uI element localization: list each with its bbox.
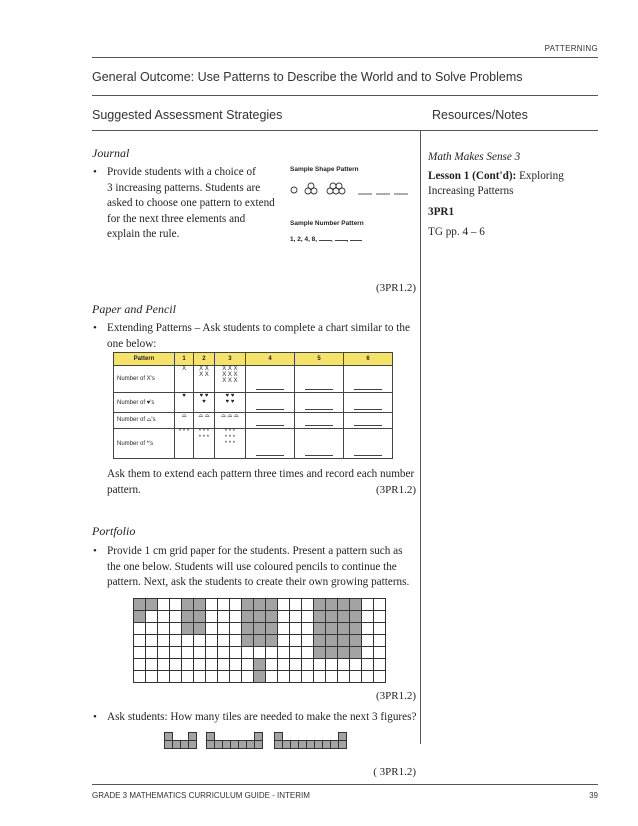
grid-cell — [302, 659, 314, 671]
grid-cell — [254, 647, 266, 659]
column-header: 1 — [175, 353, 194, 366]
resource-pages: TG pp. 4 – 6 — [428, 226, 485, 238]
grid-cell — [194, 659, 206, 671]
resource-lesson — [428, 169, 598, 185]
extend-line: Ask them to extend each pattern three times and record each number — [107, 468, 415, 480]
grid-cell — [254, 635, 266, 647]
grid-cell — [302, 671, 314, 683]
grid-cell — [146, 647, 158, 659]
grid-cell — [338, 635, 350, 647]
grid-cell — [254, 611, 266, 623]
grid-cell — [134, 671, 146, 683]
answer-cell[interactable] — [295, 429, 344, 459]
grid-cell — [374, 671, 386, 683]
header-rule — [92, 57, 598, 58]
grid-cell — [146, 623, 158, 635]
outcome-rule — [92, 95, 598, 96]
paper-pencil-heading: Paper and Pencil — [92, 302, 176, 316]
grid-cell — [278, 647, 290, 659]
grid-cell — [254, 599, 266, 611]
row-label: Number of ⌓'s — [114, 413, 175, 429]
grid-cell — [134, 659, 146, 671]
column-header: 4 — [246, 353, 295, 366]
tile-figure — [164, 732, 204, 750]
grid-cell — [350, 647, 362, 659]
grid-cell — [206, 635, 218, 647]
answer-cell[interactable] — [295, 366, 344, 393]
grid-cell — [362, 599, 374, 611]
column-divider — [420, 131, 421, 744]
pattern-cell: ⌓ ⌓ ⌓ — [214, 413, 245, 429]
grid-cell — [362, 647, 374, 659]
grid-cell — [206, 599, 218, 611]
grid-cell — [206, 659, 218, 671]
grid-cell — [350, 659, 362, 671]
grid-cell — [362, 611, 374, 623]
grid-cell — [338, 611, 350, 623]
journal-text — [107, 165, 287, 243]
right-column-heading: Resources/Notes — [432, 108, 528, 122]
grid-cell — [158, 599, 170, 611]
pattern-row — [114, 366, 393, 393]
answer-cell[interactable] — [343, 393, 392, 413]
journal-line: 3 increasing patterns. Students are — [107, 181, 261, 194]
grid-cell — [302, 611, 314, 623]
journal-line: for the next three elements and — [107, 212, 246, 225]
grid-cell — [194, 623, 206, 635]
grid-cell — [266, 623, 278, 635]
resource-book: Math Makes Sense 3 — [428, 151, 521, 163]
grid-cell — [362, 623, 374, 635]
journal-heading: Journal — [92, 146, 130, 160]
grid-cell — [206, 611, 218, 623]
grid-cell — [218, 623, 230, 635]
resource-lesson-line2: Increasing Patterns — [428, 185, 514, 197]
grid-cell — [182, 599, 194, 611]
grid-cell — [326, 647, 338, 659]
journal-line: explain the rule. — [107, 228, 180, 240]
grid-cell — [302, 623, 314, 635]
grid-cell — [230, 599, 242, 611]
grid-cell — [134, 623, 146, 635]
row-label: Number of *'s — [114, 429, 175, 459]
grid-cell — [350, 599, 362, 611]
grid-cell — [266, 671, 278, 683]
grid-cell — [146, 671, 158, 683]
grid-cell — [290, 659, 302, 671]
column-heading-rule — [92, 130, 598, 131]
answer-cell[interactable] — [246, 366, 295, 393]
pattern-cell: X — [175, 366, 194, 393]
answer-cell[interactable] — [295, 413, 344, 429]
resources-notes — [428, 150, 598, 241]
grid-cell — [206, 623, 218, 635]
grid-cell — [314, 671, 326, 683]
grid-cell — [374, 623, 386, 635]
extend-line: pattern. — [107, 483, 141, 496]
grid-cell — [374, 647, 386, 659]
section-label: PATTERNING — [544, 44, 598, 53]
grid-cell — [182, 647, 194, 659]
grid-cell — [170, 623, 182, 635]
grid-cell — [218, 599, 230, 611]
grid-cell — [278, 623, 290, 635]
grid-cell — [314, 659, 326, 671]
bullet-marker: • — [93, 711, 97, 723]
resource-code: 3PR1 — [428, 205, 455, 218]
grid-cell — [242, 671, 254, 683]
pattern-cell: ♥ — [175, 393, 194, 413]
paper-pencil-line: Extending Patterns – Ask students to complete a chart similar to the — [107, 322, 410, 334]
pattern-cell: * * * * * * — [194, 429, 215, 459]
grid-cell — [170, 659, 182, 671]
grid-cell — [230, 635, 242, 647]
grid-cell — [350, 635, 362, 647]
grid-cell — [338, 647, 350, 659]
pattern-cell: ⌓ — [175, 413, 194, 429]
resource-lesson-title: Exploring — [516, 169, 564, 182]
pattern-cell: * * * — [175, 429, 194, 459]
tile-figures — [164, 732, 354, 750]
grid-cell — [170, 647, 182, 659]
grid-cell — [302, 647, 314, 659]
grid-cell — [218, 671, 230, 683]
grid-cell — [194, 599, 206, 611]
grid-cell — [254, 659, 266, 671]
grid-cell — [206, 671, 218, 683]
grid-cell — [230, 671, 242, 683]
pattern-cell: * * * * * * * * * — [214, 429, 245, 459]
grid-cell — [146, 611, 158, 623]
pattern-row — [114, 413, 393, 429]
grid-cell — [338, 659, 350, 671]
grid-cell — [290, 611, 302, 623]
grid-cell — [278, 599, 290, 611]
grid-cell — [242, 623, 254, 635]
tiles-reference: ( 3PR1.2) — [373, 766, 416, 778]
grid-cell — [242, 611, 254, 623]
grid-cell — [158, 647, 170, 659]
grid-cell — [374, 635, 386, 647]
grid-cell — [242, 659, 254, 671]
grid-cell — [254, 623, 266, 635]
grid-cell — [134, 647, 146, 659]
pattern-chart-header — [114, 353, 393, 366]
grid-cell — [158, 611, 170, 623]
grid-cell — [326, 599, 338, 611]
portfolio-line: Provide 1 cm grid paper for the students. Present a pattern such as — [107, 545, 403, 557]
journal-reference: (3PR1.2) — [375, 282, 416, 294]
grid-cell — [326, 659, 338, 671]
grid-cell — [326, 635, 338, 647]
grid-cell — [314, 647, 326, 659]
answer-cell[interactable] — [343, 366, 392, 393]
grid-cell — [338, 671, 350, 683]
number-pattern: 1, 2, 4, 8, , , — [290, 236, 362, 243]
grid-cell — [182, 635, 194, 647]
grid-cell — [266, 599, 278, 611]
outcome-title: General Outcome: Use Patterns to Describe the World and to Solve Problems — [92, 70, 523, 84]
grid-cell — [230, 623, 242, 635]
answer-cell[interactable] — [295, 393, 344, 413]
grid-cell — [278, 611, 290, 623]
grid-cell — [182, 623, 194, 635]
portfolio-line: the one below. Students will use coloured pencils to continue the — [107, 560, 397, 573]
pattern-row — [114, 393, 393, 413]
grid-cell — [158, 623, 170, 635]
grid-cell — [194, 635, 206, 647]
grid-cell — [266, 611, 278, 623]
shape-pattern-title: Sample Shape Pattern — [290, 166, 359, 173]
grid-cell — [146, 635, 158, 647]
column-header: 6 — [343, 353, 392, 366]
grid-cell — [350, 611, 362, 623]
number-sequence: 1, 2, 4, 8, — [290, 236, 318, 243]
pattern-row — [114, 429, 393, 459]
grid-cell — [254, 671, 266, 683]
grid-cell — [314, 623, 326, 635]
column-header: Pattern — [114, 353, 175, 366]
grid-cell — [326, 611, 338, 623]
grid-cell — [302, 599, 314, 611]
answer-cell[interactable] — [246, 393, 295, 413]
grid-cell — [134, 635, 146, 647]
resource-lesson-label: Lesson 1 (Cont'd): — [428, 169, 517, 182]
grid-cell — [206, 647, 218, 659]
paper-pencil-line: one below: — [107, 337, 157, 350]
row-label: Number of ♥'s — [114, 393, 175, 413]
grid-cell — [374, 599, 386, 611]
grid-cell — [218, 659, 230, 671]
portfolio-line: pattern. Next, ask the students to create their own growing patterns. — [107, 576, 410, 588]
grid-cell — [134, 611, 146, 623]
grid-cell — [170, 671, 182, 683]
grid-cell — [158, 671, 170, 683]
grid-cell — [266, 659, 278, 671]
pattern-cell: X X X X — [194, 366, 215, 393]
grid-cell — [182, 671, 194, 683]
bullet-marker: • — [93, 322, 97, 334]
grid-cell — [218, 635, 230, 647]
grid-cell — [290, 623, 302, 635]
answer-cell[interactable] — [246, 429, 295, 459]
tiles-question: Ask students: How many tiles are needed to make the next 3 figures? — [107, 711, 417, 723]
grid-cell — [374, 659, 386, 671]
answer-cell[interactable] — [343, 413, 392, 429]
grid-cell — [326, 623, 338, 635]
pattern-cell: ♥ ♥ ♥ — [194, 393, 215, 413]
page-number: 39 — [589, 791, 598, 800]
portfolio-reference: (3PR1.2) — [375, 690, 416, 702]
tile-figure — [206, 732, 270, 750]
grid-cell — [134, 599, 146, 611]
grid-cell — [158, 635, 170, 647]
grid-cell — [230, 611, 242, 623]
bullet-marker: • — [93, 545, 97, 557]
bullet-marker: • — [93, 166, 97, 178]
grid-cell — [230, 659, 242, 671]
grid-cell — [314, 599, 326, 611]
grid-cell — [314, 635, 326, 647]
paper-pencil-reference: (3PR1.2) — [375, 484, 416, 496]
grid-cell — [290, 599, 302, 611]
grid-cell — [326, 671, 338, 683]
grid-cell — [158, 659, 170, 671]
answer-cell[interactable] — [246, 413, 295, 429]
grid-cell — [290, 671, 302, 683]
grid-cell — [218, 611, 230, 623]
pattern-cell: ⌓ ⌓ — [194, 413, 215, 429]
portfolio-text — [107, 544, 419, 591]
pattern-cell: ♥ ♥ ♥ ♥ — [214, 393, 245, 413]
extend-instructions — [107, 467, 419, 498]
grid-cell — [338, 623, 350, 635]
footer-guide-title: GRADE 3 MATHEMATICS CURRICULUM GUIDE - INTERIM — [92, 791, 310, 800]
paper-pencil-text — [107, 321, 419, 352]
number-pattern-title: Sample Number Pattern — [290, 220, 364, 227]
grid-cell — [266, 635, 278, 647]
grid-cell — [290, 647, 302, 659]
grid-cell — [230, 647, 242, 659]
answer-cell[interactable] — [343, 429, 392, 459]
column-header: 2 — [194, 353, 215, 366]
footer-rule — [92, 784, 598, 785]
journal-line: asked to choose one pattern to extend — [107, 197, 275, 209]
grid-cell — [182, 659, 194, 671]
grid-cell — [218, 647, 230, 659]
tile-figure — [274, 732, 354, 750]
grid-cell — [350, 623, 362, 635]
grid-paper-pattern — [133, 598, 386, 683]
grid-cell — [242, 599, 254, 611]
grid-cell — [146, 599, 158, 611]
grid-cell — [242, 635, 254, 647]
portfolio-heading: Portfolio — [92, 524, 136, 538]
row-label: Number of X's — [114, 366, 175, 393]
grid-cell — [278, 671, 290, 683]
pattern-chart — [113, 352, 393, 459]
grid-cell — [374, 611, 386, 623]
column-header: 5 — [295, 353, 344, 366]
grid-cell — [362, 659, 374, 671]
grid-cell — [194, 647, 206, 659]
column-header: 3 — [214, 353, 245, 366]
journal-line: Provide students with a choice of — [107, 166, 256, 178]
grid-cell — [194, 671, 206, 683]
grid-cell — [170, 599, 182, 611]
grid-cell — [362, 671, 374, 683]
grid-cell — [170, 611, 182, 623]
grid-cell — [278, 659, 290, 671]
left-column-heading: Suggested Assessment Strategies — [92, 108, 283, 122]
pattern-cell: X X X X X X X X X — [214, 366, 245, 393]
grid-cell — [146, 659, 158, 671]
grid-cell — [314, 611, 326, 623]
grid-cell — [302, 635, 314, 647]
grid-cell — [290, 635, 302, 647]
grid-cell — [362, 635, 374, 647]
grid-cell — [338, 599, 350, 611]
grid-cell — [266, 647, 278, 659]
grid-cell — [182, 611, 194, 623]
grid-cell — [170, 635, 182, 647]
grid-cell — [242, 647, 254, 659]
grid-cell — [350, 671, 362, 683]
shape-pattern — [288, 178, 416, 198]
grid-cell — [194, 611, 206, 623]
grid-cell — [278, 635, 290, 647]
